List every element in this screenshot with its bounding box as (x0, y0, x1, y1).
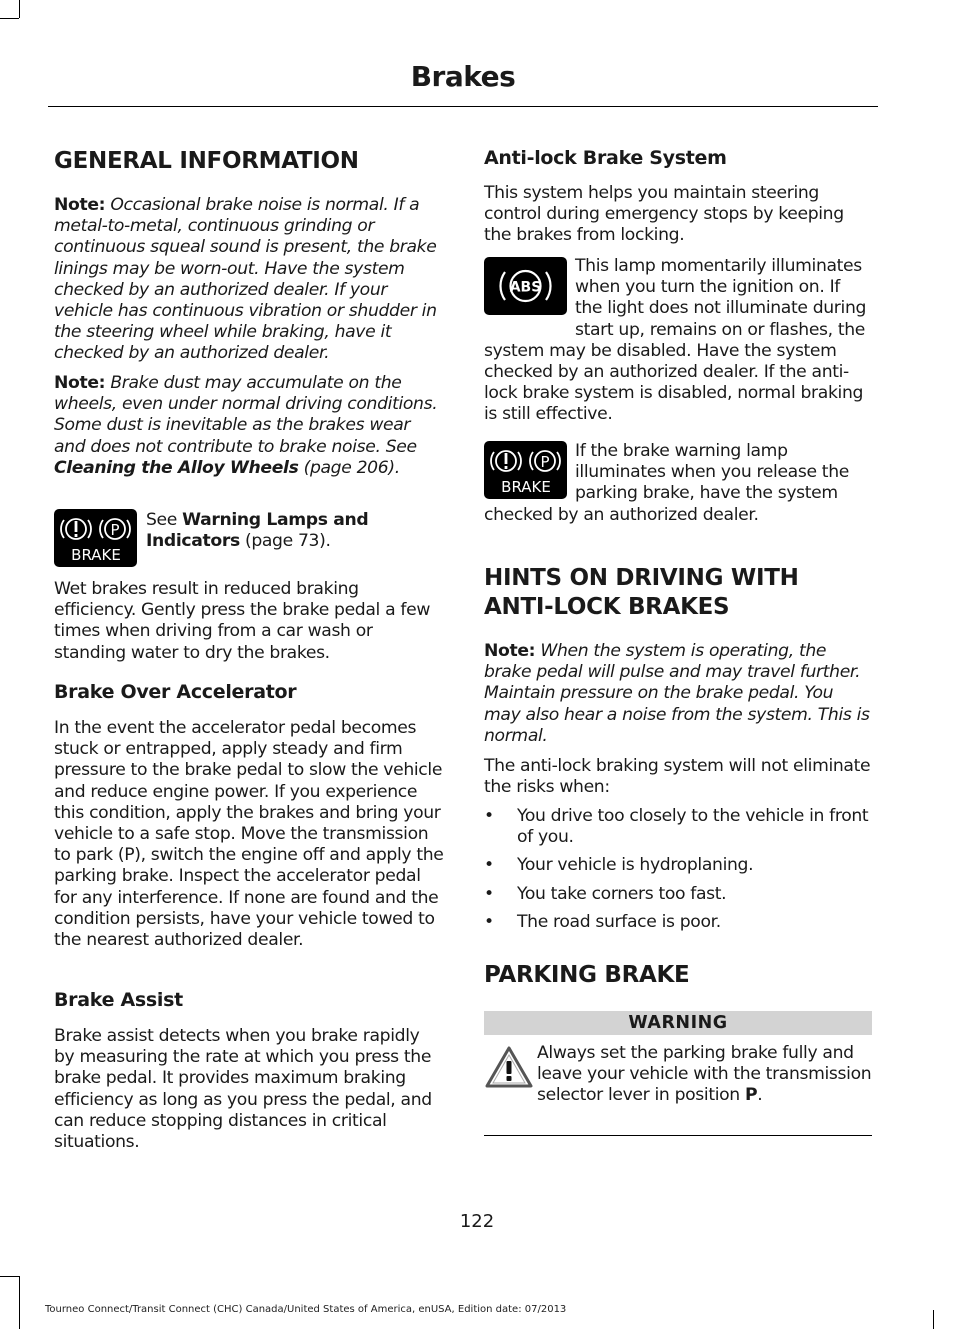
note-brake-dust (54, 373, 444, 479)
page-title: Brakes (410, 60, 516, 93)
brake-assist-text: Brake assist detects when you brake rapidly by measuring the rate at which you press the brake pedal. It provides maximum braking efficiency as long as you press the pedal, and can reduce stopping distances in critical situations. (54, 1026, 432, 1153)
parking-brake-heading: PARKING BRAKE (484, 962, 690, 988)
crop-mark (0, 1276, 19, 1277)
brake-over-accelerator-heading: Brake Over Accelerator (54, 681, 297, 703)
see-prefix: See (146, 510, 183, 530)
hints-note (484, 641, 872, 747)
list-item: • You drive too closely to the vehicle in front of you. (484, 806, 869, 848)
title-rule (48, 106, 878, 107)
list-item: • Your vehicle is hydroplaning. (484, 855, 754, 876)
note-label: Note: (54, 373, 106, 393)
hints-heading: HINTS ON DRIVING WITH ANTI-LOCK BRAKES (484, 565, 799, 620)
svg-text:P: P (110, 521, 120, 539)
list-item: • The road surface is poor. (484, 911, 721, 932)
crop-mark (933, 1310, 934, 1329)
general-information-heading: GENERAL INFORMATION (54, 148, 359, 174)
warning-bottom-rule (484, 1135, 872, 1136)
warning-text: Always set the parking brake fully and leave your vehicle with the transmission selector lever in position P. (537, 1043, 872, 1106)
warning-bar: WARNING (484, 1011, 872, 1035)
abs-icon-label: ABS (509, 279, 542, 296)
crop-mark (0, 18, 19, 19)
anti-lock-brake-heading: Anti-lock Brake System (484, 147, 727, 169)
list-item: • You take corners too fast. (484, 883, 727, 904)
svg-text:P: P (540, 453, 550, 471)
page-ref: (page 206). (298, 457, 400, 478)
brake-icon-label: BRAKE (71, 546, 121, 564)
note-text: Occasional brake noise is normal. If a metal-to-metal, continuous grinding or continuous squeal sound is present, the brake linings may be worn-out. Have the system checked by an authorized dealer. If your vehicle has continuous vibration or shudder in the steering wheel while braking, have it checked by an authorized dealer. (54, 195, 437, 364)
note-text: Brake dust may accumulate on the wheels, even under normal driving conditions. Some dust is inevitable as the brakes wear and does not contribute to brake noise. See (54, 373, 438, 457)
brake-icon-label: BRAKE (501, 478, 551, 496)
note-text: When the system is operating, the brake pedal will pulse and may travel further. Maintain pressure on the brake pedal. You may also hear a noise from the system. This is normal. (484, 641, 870, 746)
brake-warning-icon (54, 509, 137, 567)
brake-assist-heading: Brake Assist (54, 989, 183, 1011)
page-ref: (page 73). (239, 531, 331, 552)
abs-lamp-text: This lamp momentarily illuminates when you turn the ignition on. If the light does not illuminate during start up, remains on or flashes, the system may be disabled. Have the system checked by an authorized dealer. If the anti-lock brake system is disabled, normal braking is still effective. (484, 256, 867, 425)
note-label: Note: (484, 641, 536, 661)
brake-lamp-text: If the brake warning lamp illuminates when you release the parking brake, have the system checked by an authorized dealer. (484, 441, 849, 525)
crop-mark (19, 1276, 20, 1329)
see-warning-lamps (146, 510, 444, 552)
wet-brakes-text: Wet brakes result in reduced braking efficiency. Gently press the brake pedal a few times when driving from a car wash or standing water to dry the brakes. (54, 579, 431, 663)
risk-list (484, 806, 872, 940)
crop-mark (19, 0, 20, 18)
hints-intro-text: The anti-lock braking system will not eliminate the risks when: (484, 756, 871, 798)
abs-intro-text: This system helps you maintain steering control during emergency stops by keeping the brakes from locking. (484, 183, 844, 246)
brake-over-accelerator-text: In the event the accelerator pedal becomes stuck or entrapped, apply steady and firm pressure to the brake pedal to slow the vehicle and reduce engine power. If you experience this condition, apply the brakes and bring your vehicle to a safe stop. Move the transmission to park (P), switch the engine off and apply the parking brake. Inspect the accelerator pedal for any interference. If none are found and the condition persists, have your vehicle towed to the nearest authorized dealer. (54, 718, 444, 951)
note-brake-noise (54, 195, 444, 365)
note-label: Note: (54, 195, 106, 215)
edition-footer: Tourneo Connect/Transit Connect (CHC) Canada/United States of America, enUSA, Edition date: 07/2013 (45, 1304, 567, 1315)
cleaning-wheels-link[interactable]: Cleaning the Alloy Wheels (54, 457, 299, 478)
page-number: 122 (459, 1211, 495, 1232)
warning-lamps-link[interactable]: Warning Lamps and Indicators (146, 510, 369, 552)
